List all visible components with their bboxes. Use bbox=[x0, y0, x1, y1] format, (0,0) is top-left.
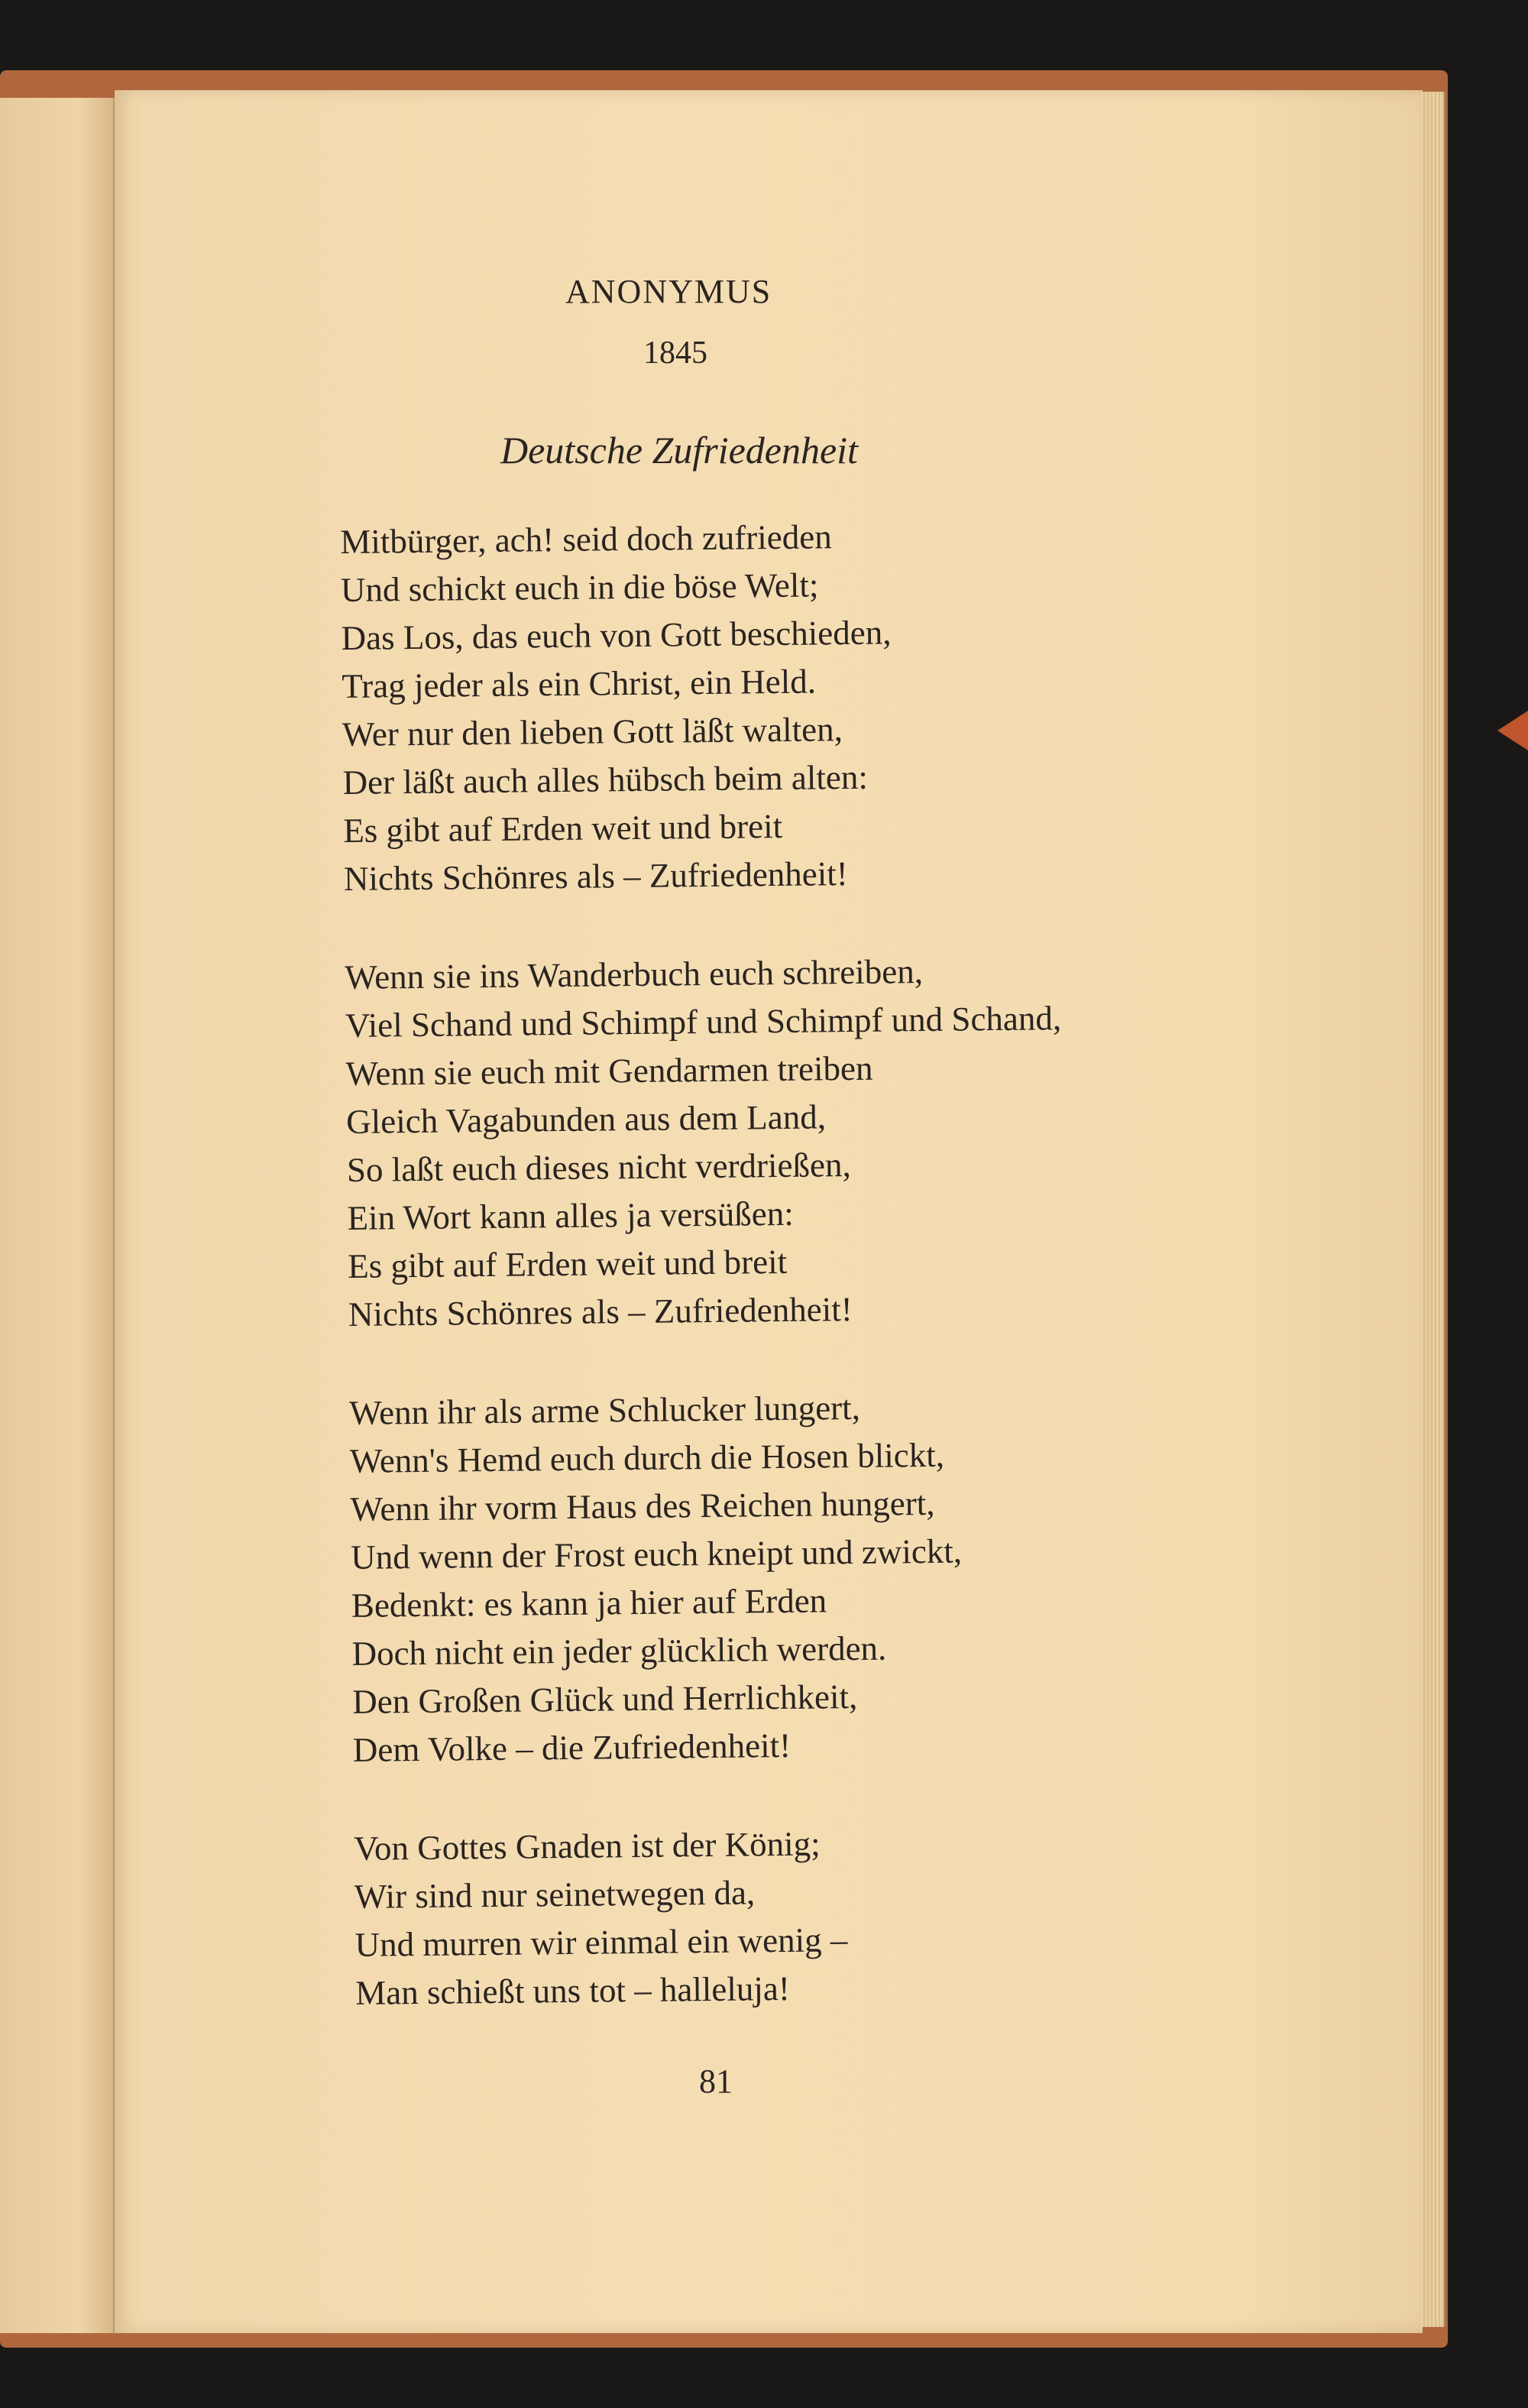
poem-line: Es gibt auf Erden weit und breit bbox=[347, 1242, 788, 1285]
poem-line: Und wenn der Frost euch kneipt und zwickt, bbox=[350, 1531, 963, 1577]
poem-line: Nichts Schönres als – Zufriedenheit! bbox=[348, 1290, 853, 1334]
poem-line: Ein Wort kann alles ja versüßen: bbox=[347, 1194, 794, 1237]
poem-body bbox=[340, 509, 1235, 2068]
poem-title: Deutsche Zufriedenheit bbox=[500, 429, 858, 472]
poem-line: Doch nicht ein jeder glücklich werden. bbox=[351, 1629, 887, 1673]
left-page-edge bbox=[0, 98, 115, 2333]
poem-line: Bedenkt: es kann ja hier auf Erden bbox=[351, 1581, 827, 1625]
poem-line: Wir sind nur seinetwegen da, bbox=[354, 1873, 756, 1916]
stanza bbox=[340, 509, 1222, 903]
poem-line: Nichts Schönres als – Zufriedenheit! bbox=[343, 854, 848, 898]
poem-line: Den Großen Glück und Herrlichkeit, bbox=[351, 1677, 858, 1721]
poem-line: Viel Schand und Schimpf und Schimpf und Schand, bbox=[345, 999, 1062, 1045]
poem-line: Wenn ihr vorm Haus des Reichen hungert, bbox=[350, 1483, 935, 1528]
poem-line: Mitbürger, ach! seid doch zufrieden bbox=[340, 517, 832, 561]
poem-line: Es gibt auf Erden weit und breit bbox=[343, 806, 783, 850]
poem-line: Wenn's Hemd euch durch die Hosen blickt, bbox=[349, 1435, 945, 1480]
poem-line: Und murren wir einmal ein wenig – bbox=[354, 1920, 848, 1964]
stanza bbox=[349, 1380, 1232, 1774]
author-heading: ANONYMUS bbox=[565, 273, 772, 310]
poem-line: Wenn sie euch mit Gendarmen treiben bbox=[345, 1048, 873, 1093]
poem-line: Der läßt auch alles hübsch beim alten: bbox=[342, 757, 869, 802]
stanza bbox=[345, 945, 1227, 1339]
year-heading: 1845 bbox=[643, 335, 707, 371]
poem-line: Von Gottes Gnaden ist der König; bbox=[353, 1824, 821, 1868]
poem-line: Wenn ihr als arme Schlucker lungert, bbox=[349, 1388, 861, 1432]
page-number: 81 bbox=[699, 2063, 733, 2100]
poem-line: So laßt euch dieses nicht verdrießen, bbox=[346, 1146, 851, 1189]
poem-line: Und schickt euch in die böse Welt; bbox=[340, 566, 819, 609]
stanza bbox=[354, 1816, 1235, 2017]
poem-line: Dem Volke – die Zufriedenheit! bbox=[352, 1726, 792, 1769]
bookmark-tab bbox=[1497, 711, 1528, 750]
poem-line: Trag jeder als ein Christ, ein Held. bbox=[342, 662, 817, 705]
poem-line: Gleich Vagabunden aus dem Land, bbox=[346, 1097, 827, 1141]
poem-line: Das Los, das euch von Gott beschieden, bbox=[341, 613, 892, 657]
poem-line: Man schießt uns tot – halleluja! bbox=[354, 1969, 791, 2012]
poem-line: Wer nur den lieben Gott läßt walten, bbox=[342, 710, 843, 754]
poem-line: Wenn sie ins Wanderbuch euch schreiben, bbox=[345, 952, 924, 997]
page-stack-edge bbox=[1421, 92, 1445, 2327]
